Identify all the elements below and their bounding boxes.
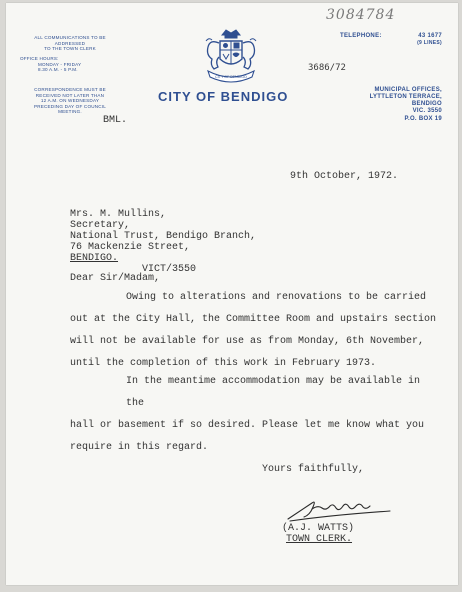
office-hours-label: OFFICE HOURS:: [20, 56, 59, 61]
recipient-line: 76 Mackenzie Street,: [70, 242, 191, 253]
reference-stamp: 3686/72: [308, 63, 346, 73]
body-line: hall or basement if so desired. Please let me know what you: [70, 420, 425, 431]
correspondence-line: CORRESPONDENCE MUST BE: [34, 87, 106, 92]
telephone-block: [340, 33, 456, 47]
signatory-name: (A.J. WATTS): [282, 523, 355, 534]
address-line: MUNICIPAL OFFICES,: [374, 87, 442, 93]
body-paragraph-2: [70, 371, 442, 459]
recipient-address: [70, 209, 256, 275]
recipient-line: National Trust, Bendigo Branch,: [70, 231, 257, 242]
city-crest-logo: [198, 27, 264, 85]
recipient-line: Mrs. M. Mullins,: [70, 209, 167, 220]
telephone-lines: (9 LINES): [417, 40, 442, 46]
telephone-label: TELEPHONE:: [340, 33, 382, 39]
closing: Yours faithfully,: [262, 464, 365, 475]
telephone-number: 43 1677: [418, 33, 442, 39]
letter-page: [6, 3, 458, 585]
address-instruction-line: TO THE TOWN CLERK: [44, 46, 96, 52]
body-line: require in this regard.: [70, 442, 209, 453]
body-line: out at the City Hall, the Committee Room and upstairs section: [70, 314, 437, 325]
recipient-city: BENDIGO.: [70, 253, 119, 264]
municipal-address: [340, 87, 442, 123]
body-line: until the completion of this work in February 1973.: [70, 358, 377, 369]
address-instruction-line: ALL COMMUNICATIONS TO BE ADDRESSED: [34, 35, 106, 46]
recipient-line: Secretary,: [70, 220, 131, 231]
correspondence-line: RECEIVED NOT LATER THAN: [35, 92, 105, 98]
svg-text:CITY OF BENDIGO: CITY OF BENDIGO: [215, 75, 247, 79]
city-name-heading: CITY OF BENDIGO: [158, 89, 289, 104]
office-hours: [20, 56, 120, 73]
address-line: LYTTLETON TERRACE,: [369, 94, 442, 100]
body-line: Owing to alterations and renovations to be carried: [126, 292, 427, 303]
office-hours-time: 8.30 A.M. - 5 P.M.: [38, 67, 78, 73]
correspondence-line: 12 A.M. ON WEDNESDAY: [40, 98, 100, 104]
salutation: Dear Sir/Madam,: [70, 273, 161, 284]
correspondence-line: PRECEDING DAY OF COUNCIL: [33, 103, 106, 109]
correspondence-line: MEETING.: [58, 109, 82, 115]
address-instructions: [20, 35, 120, 52]
address-line: BENDIGO: [411, 101, 442, 107]
signature-image: [282, 491, 394, 525]
typist-initials: BML.: [103, 115, 128, 126]
letter-date: 9th October, 1972.: [290, 171, 399, 182]
archive-number: 3084784: [326, 7, 396, 23]
office-hours-days: MONDAY - FRIDAY: [38, 61, 82, 67]
address-line: VIC. 3550: [412, 108, 442, 114]
address-line: P.O. BOX 19: [404, 116, 442, 122]
recipient-postcode: VICT/3550: [142, 264, 197, 275]
body-line: In the meantime accommodation may be available in the: [126, 376, 421, 409]
correspondence-note: [20, 87, 120, 115]
signatory-title: TOWN CLERK.: [286, 534, 353, 545]
body-paragraph-1: [70, 287, 442, 375]
body-line: will not be available for use as from Monday, 6th November,: [70, 336, 425, 347]
